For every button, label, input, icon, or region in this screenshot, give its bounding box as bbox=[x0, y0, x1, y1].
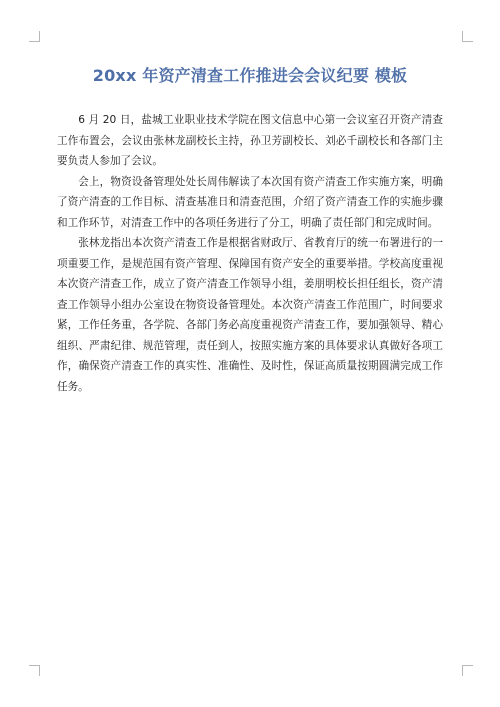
paragraph-2: 会上，物资设备管理处处长周伟解读了本次国有资产清查工作实施方案，明确了资产清查的工作目标、清查基准日和清查范围，介绍了资产清查工作的实施步骤和工作环节，对清查工作中的各项任务进行了分工，明确了责任部门和完成时间。 bbox=[57, 175, 443, 229]
document-title: 20xx 年资产清查工作推进会会议纪要 模板 bbox=[92, 66, 408, 85]
document-body bbox=[57, 110, 443, 397]
crop-mark-top-right bbox=[462, 31, 473, 42]
paragraph-1: 6 月 20 日，盐城工业职业技术学院在图文信息中心第一会议室召开资产清查工作布置会，会议由张林龙副校长主持，孙卫芳副校长、刘必千副校长和各部门主要负责人参加了会议。 bbox=[57, 114, 443, 167]
crop-mark-bottom-left bbox=[29, 665, 40, 676]
crop-mark-bottom-right bbox=[462, 665, 473, 676]
crop-mark-top-left bbox=[29, 31, 40, 42]
paragraph-3: 张林龙指出本次资产清查工作是根据省财政厅、省教育厅的统一布署进行的一项重要工作，是规范国有资产管理、保障国有资产安全的重要举措。学校高度重视本次资产清查工作，成立了资产清查工作领导小组，姜朋明校长担任组长，资产清查工作领导小组办公室设在物资设备管理处。本次资产清查工作范围广，时间要求紧，工作任务重，各学院、各部门务必高度重视资产清查工作，要加强领导、精心组织、严肃纪律、规范管理，责任到人，按照实施方案的具体要求认真做好各项工作，确保资产清查工作的真实性、准确性、及时性，保证高质量按期圆满完成工作任务。 bbox=[57, 237, 443, 393]
